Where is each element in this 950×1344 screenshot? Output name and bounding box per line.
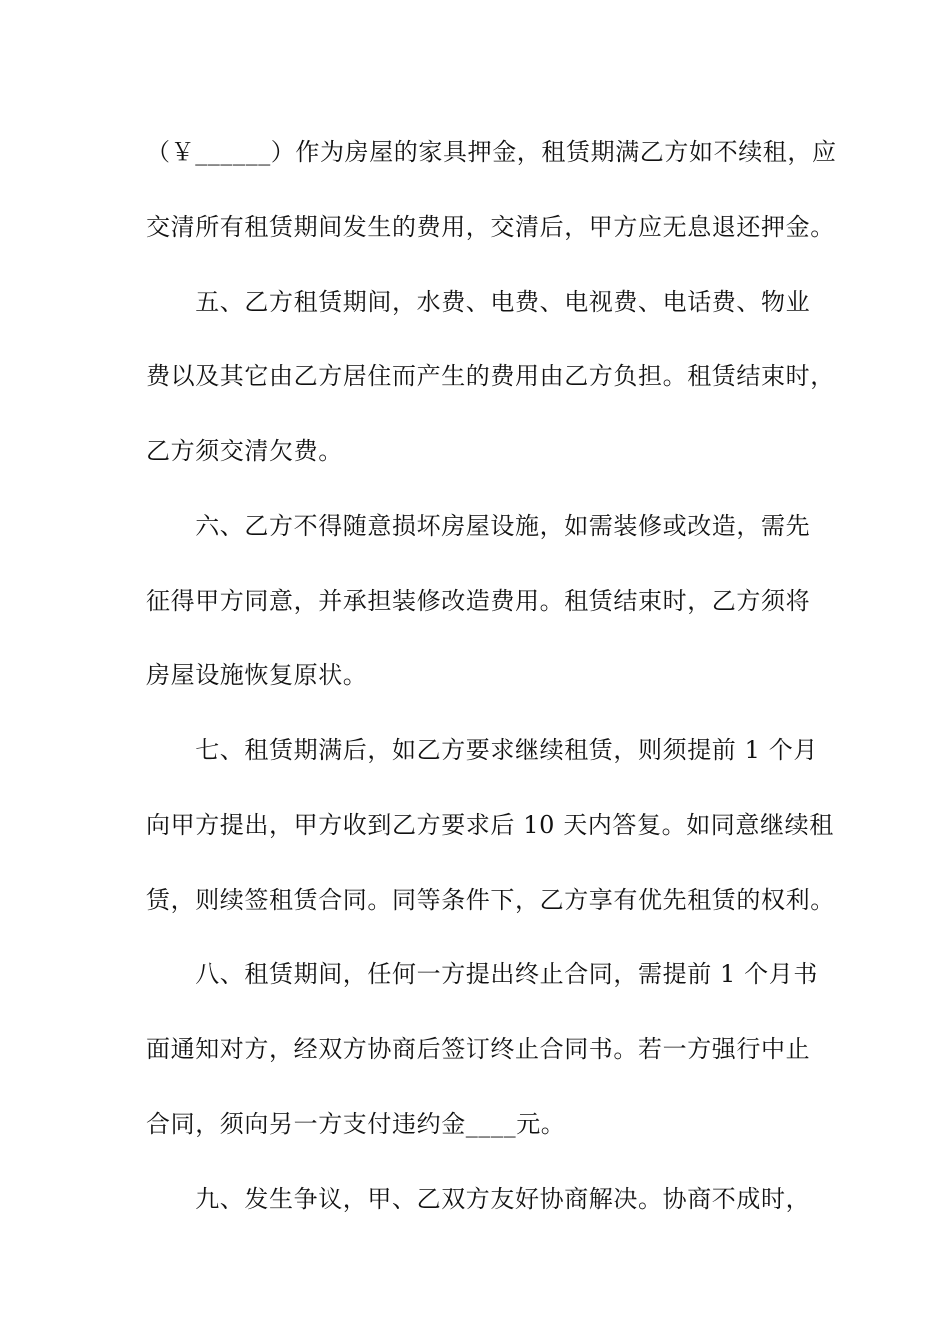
text-line: 费以及其它由乙方居住而产生的费用由乙方负担。租赁结束时， — [146, 362, 835, 390]
text-line: 六、乙方不得随意损坏房屋设施，如需装修或改造，需先 — [146, 512, 811, 540]
text-line: 九、发生争议，甲、乙双方友好协商解决。协商不成时， — [146, 1185, 811, 1213]
text-line: （￥______）作为房屋的家具押金，租赁期满乙方如不续租，应 — [146, 138, 837, 166]
text-line: 七、租赁期满后，如乙方要求继续租赁，则须提前 1 个月 — [146, 736, 818, 764]
text-line: 八、租赁期间，任何一方提出终止合同，需提前 1 个月书 — [146, 960, 818, 988]
text-line: 合同，须向另一方支付违约金____元。 — [146, 1110, 566, 1138]
text-line: 向甲方提出，甲方收到乙方要求后 10 天内答复。如同意继续租 — [146, 811, 834, 839]
text-line: 五、乙方租赁期间，水费、电费、电视费、电话费、物业 — [146, 288, 811, 316]
text-line: 赁，则续签租赁合同。同等条件下，乙方享有优先租赁的权利。 — [146, 886, 835, 914]
text-line: 征得甲方同意，并承担装修改造费用。租赁结束时，乙方须将 — [146, 587, 811, 615]
text-line: 交清所有租赁期间发生的费用，交清后，甲方应无息退还押金。 — [146, 213, 835, 241]
text-line: 面通知对方，经双方协商后签订终止合同书。若一方强行中止 — [146, 1035, 811, 1063]
text-line: 房屋设施恢复原状。 — [146, 661, 368, 689]
text-line: 乙方须交清欠费。 — [146, 437, 343, 465]
